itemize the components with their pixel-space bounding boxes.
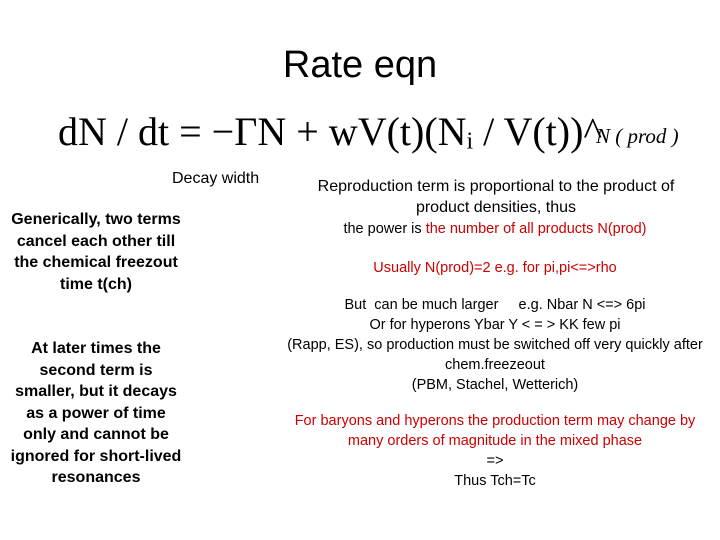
power-line-highlight: the number of all products N(prod)	[425, 221, 647, 237]
left-note-later-times: At later times the second term is smaller, but it decays as a power of time only and cannot be ignored for short-lived resonances	[10, 340, 182, 486]
decay-width-label: Decay width	[172, 170, 260, 187]
baryons-arrow: =>	[486, 453, 504, 469]
larger-power-line2: Or for hyperons Ybar Y < = > KK few pi	[369, 317, 621, 333]
larger-power-line3	[275, 335, 715, 375]
rate-equation-power: N ( prod )	[596, 124, 679, 148]
usually-text: Usually N(prod)=2 e.g. for pi,pi<=>rho	[373, 260, 617, 276]
rapp-es-reference: (Rapp, ES),	[287, 337, 367, 353]
larger-power-line3-rest: so production must be switched off very quickly after chem.freezeout	[366, 337, 703, 373]
left-note-generically: Generically, two terms cancel each other till the chemical freezout time t(ch)	[11, 211, 181, 293]
rate-equation-main: dN / dt = −ΓN + wV(t)(Nᵢ / V(t))^	[58, 109, 603, 154]
reproduction-term-text: Reproduction term is proportional to the product of product densities, thus	[317, 178, 675, 216]
larger-power-paragraph	[275, 295, 715, 395]
rate-equation	[58, 108, 718, 156]
baryons-conclusion: Thus Tch=Tc	[454, 473, 536, 489]
baryons-paragraph	[275, 411, 715, 491]
larger-power-line1: But can be much larger e.g. Nbar N <=> 6pi	[344, 297, 646, 313]
power-line	[275, 219, 715, 239]
power-line-prefix: the power is	[343, 221, 426, 237]
slide-title: Rate eqn	[282, 44, 438, 86]
larger-power-line4: (PBM, Stachel, Wetterich)	[411, 377, 579, 393]
baryons-line1: For baryons and hyperons the production term may change by many orders of magnitude in the mixed phase	[294, 413, 696, 449]
